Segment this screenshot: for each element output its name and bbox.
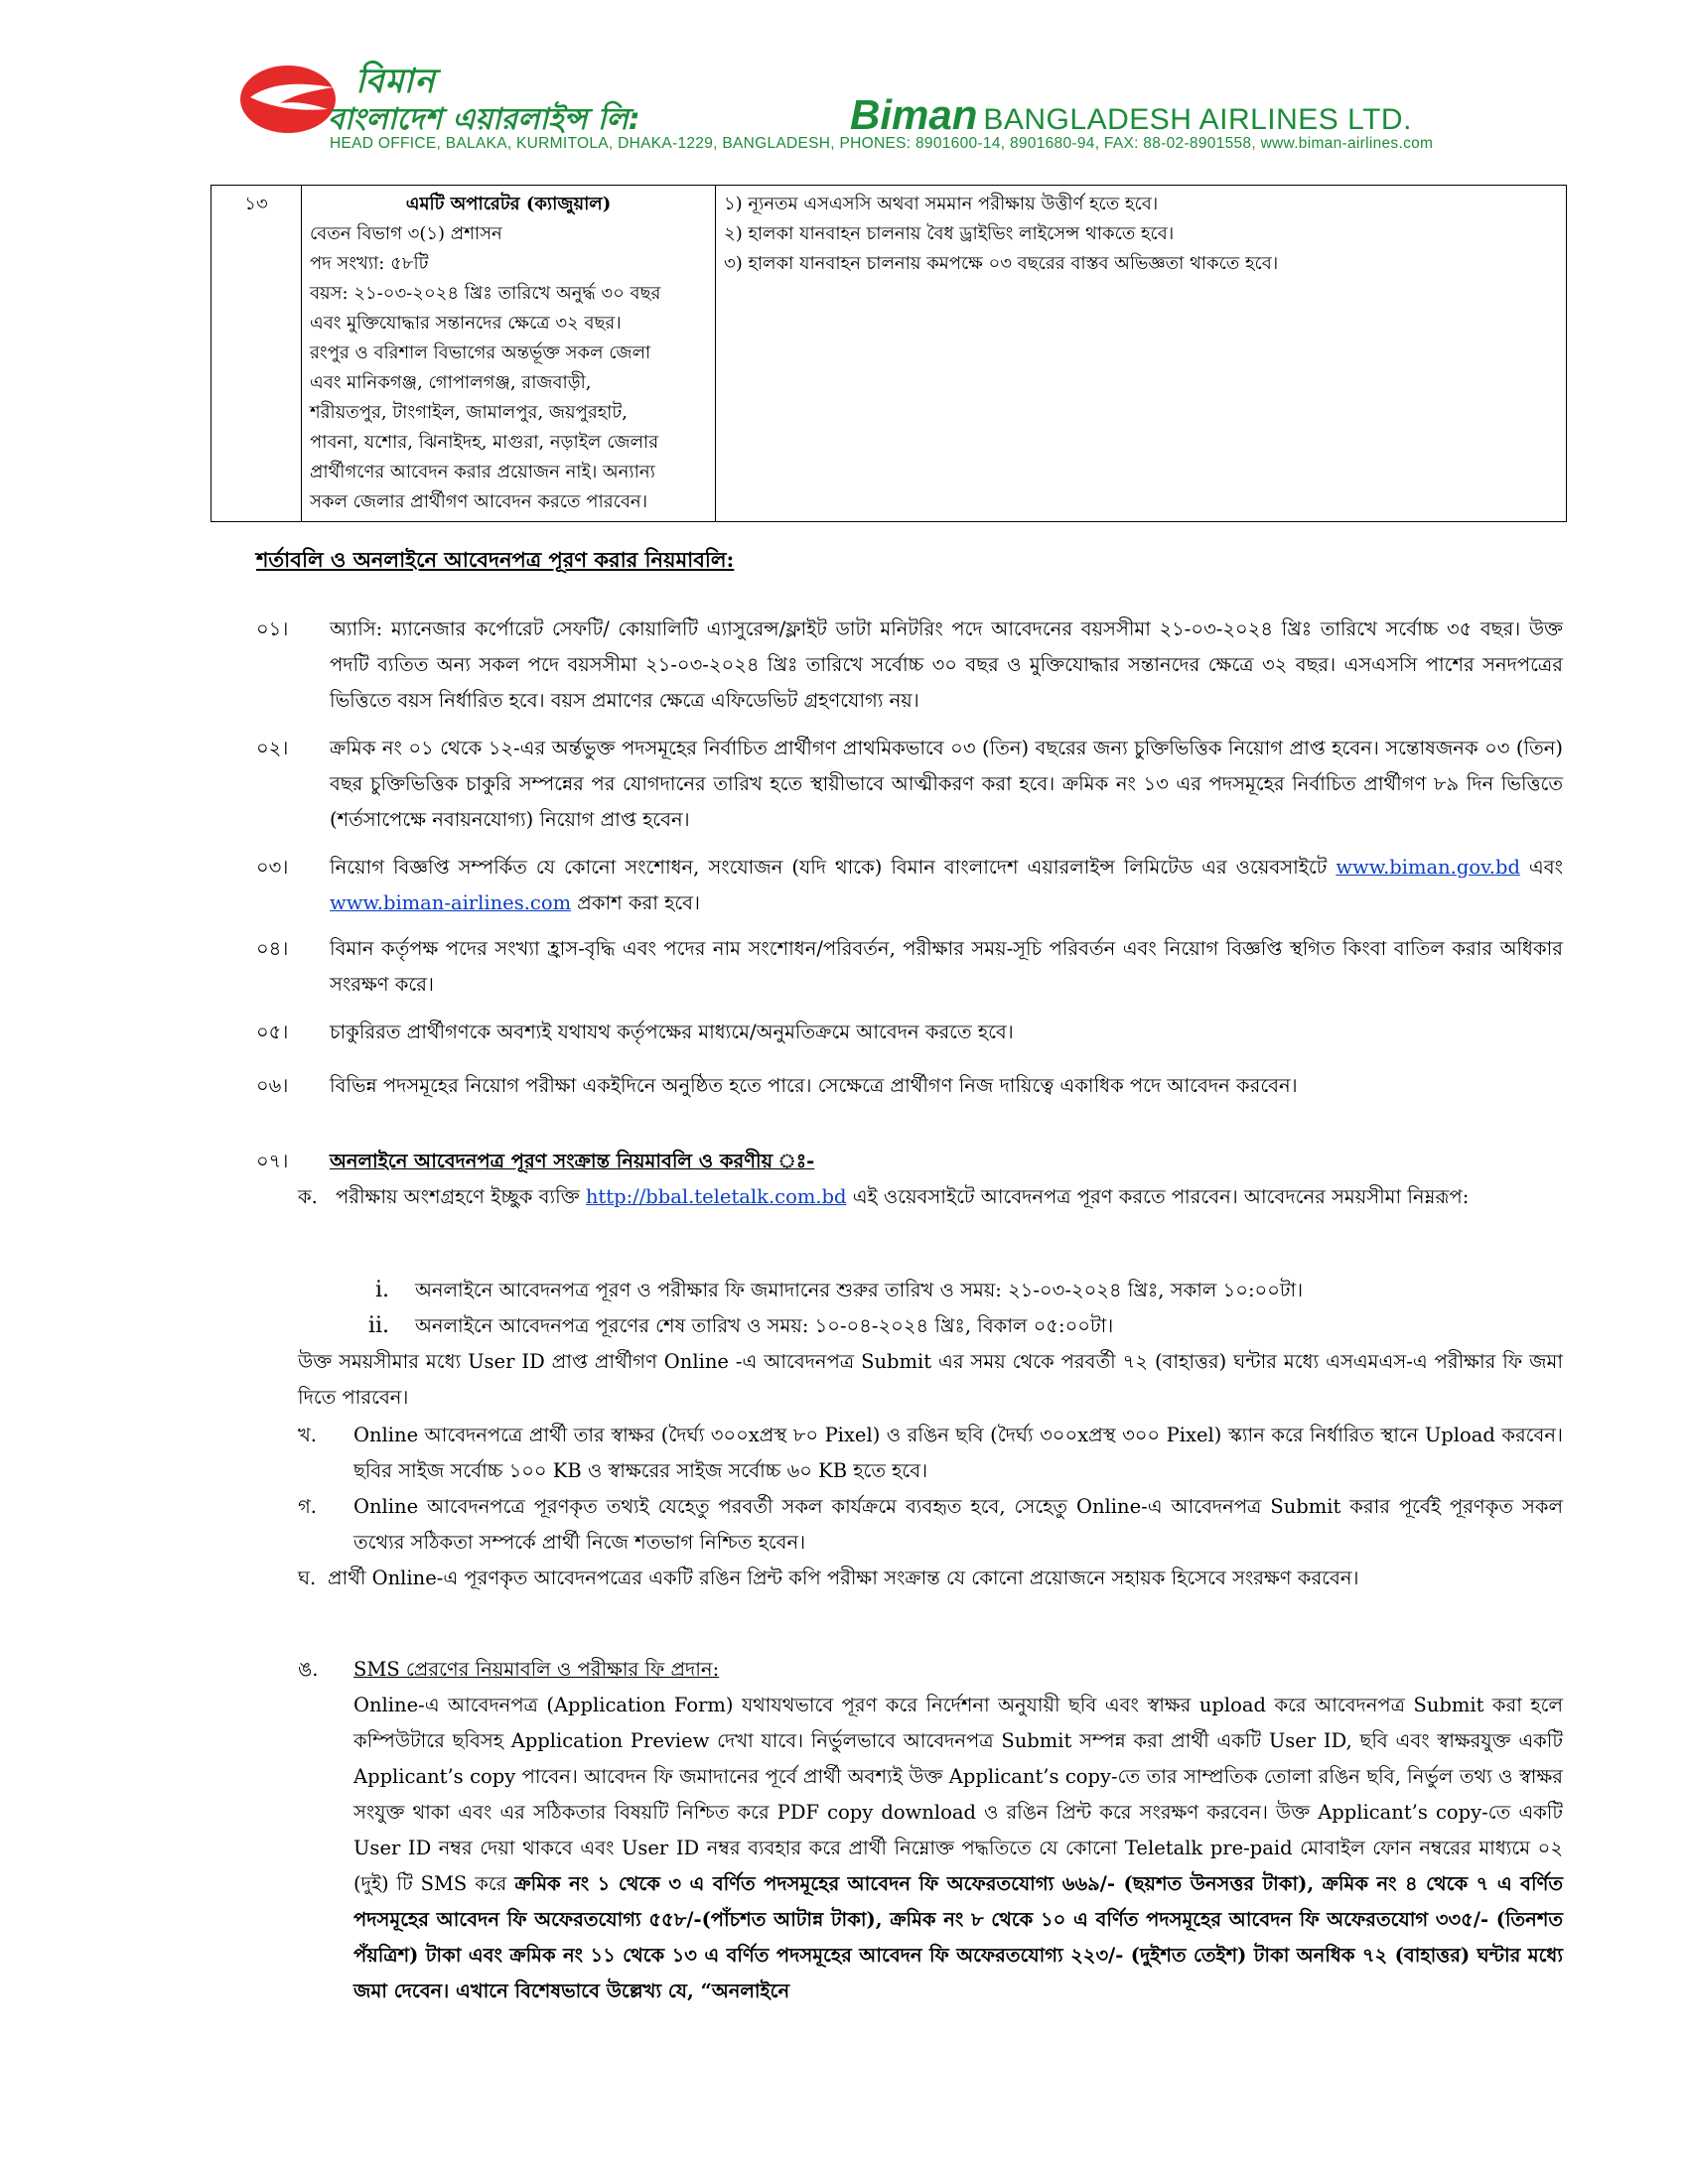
item-text-part: নিয়োগ বিজ্ঞপ্তি সম্পর্কিত যে কোনো সংশোধন, সংযোজন (যদি থাকে) বিমান বাংলাদেশ এয়ারলাইন্স লিমিটেড এর ওয়েবসাইটে: [330, 856, 1328, 879]
list-item: [256, 1068, 1563, 1104]
list-item: [256, 731, 1563, 838]
item-number: ০২।: [256, 737, 289, 759]
roman-text: অনলাইনে আবেদনপত্র পূরণের শেষ তারিখ ও সময়: ১০-০৪-২০২৪ খ্রিঃ, বিকাল ০৫:০০টা।: [415, 1314, 1114, 1337]
post-detail-line: শরীয়তপুর, টাংগাইল, জামালপুর, জয়পুরহাট,: [310, 402, 628, 423]
post-detail-line: এবং মানিকগঞ্জ, গোপালগঞ্জ, রাজবাড়ী,: [310, 372, 592, 393]
conditions-heading: শর্তাবলি ও অনলাইনে আবেদনপত্র পূরণ করার নিয়মাবলি:: [256, 547, 735, 572]
post-title: এমটি অপারেটর (ক্যাজুয়াল): [405, 194, 612, 214]
sub-text: Online আবেদনপত্রে পূরণকৃত তথ্যই যেহেতু পরবর্তী সকল কার্যক্রমে ব্যবহৃত হবে, সেহেতু Online-এ আবেদনপত্র Submit করার পূর্বেই পূরণকৃত সকল তথ্যের সঠিকতা সম্পর্কে প্রার্থী নিজে শতভাগ নিশ্চিত হবেন।: [353, 1495, 1563, 1554]
post-detail-line: পদ সংখ্যা: ৫৮টি: [310, 253, 429, 274]
brand-bangla-line2: বাংলাদেশ এয়ারলাইন্স লি:: [328, 102, 640, 137]
roman-text: অনলাইনে আবেদনপত্র পূরণ ও পরীক্ষার ফি জমাদানের শুরুর তারিখ ও সময়: ২১-০৩-২০২৪ খ্রিঃ, সকাল ১০:০০টা।: [415, 1279, 1304, 1301]
sub-label: ক.: [298, 1185, 318, 1208]
brand-english: [850, 91, 1412, 139]
serial-cell: ১৩: [211, 186, 302, 522]
item-text: চাকুরিরত প্রার্থীগণকে অবশ্যই যথাযথ কর্তৃপক্ষের মাধ্যমে/অনুমতিক্রমে আবেদন করতে হবে।: [330, 1021, 1014, 1043]
requirement-line: ১) ন্যূনতম এসএসসি অথবা সমমান পরীক্ষায় উত্তীর্ণ হতে হবে।: [724, 194, 1159, 214]
post-detail-line: বয়স: ২১-০৩-২০২৪ খ্রিঃ তারিখে অনুর্দ্ধ ৩০ বছর: [310, 283, 661, 304]
list-item: [256, 850, 1563, 921]
sub-item-ka: [298, 1179, 1563, 1215]
sub-text: Online আবেদনপত্রে প্রার্থী তার স্বাক্ষর (দৈর্ঘ্য ৩০০xপ্রস্থ ৮০ Pixel) ও রঙিন ছবি (দৈর্ঘ্য ৩০০xপ্রস্থ ৩০০ Pixel) স্ক্যান করে নির্ধারিত স্থানে Upload করবেন। ছবির সাইজ সর্বোচ্চ ১০০ KB ও স্বাক্ষরের সাইজ সর্বোচ্চ ৬০ KB হতে হবে।: [353, 1424, 1563, 1482]
item-number: ০৩।: [256, 856, 289, 879]
sub-item-gha: [298, 1561, 1563, 1596]
item-text-part: এবং: [1528, 856, 1564, 879]
item-number: ০১।: [256, 617, 289, 640]
post-table: [211, 185, 1567, 522]
item-number: ০৭।: [256, 1150, 289, 1172]
item-text: ক্রমিক নং ০১ থেকে ১২-এর অর্ন্তভুক্ত পদসমূহের নির্বাচিত প্রার্থীগণ প্রাথমিকভাবে ০৩ (তিন) বছরের জন্য চুক্তিভিত্তিক নিয়োগ প্রাপ্ত হবেন। সন্তোষজনক ০৩ (তিন) বছর চুক্তিভিত্তিক চাকুরি সম্পন্নের পর যোগদানের তারিখ হতে স্থায়ীভাবে আত্মীকরণ করা হবে। ক্রমিক নং ১৩ এর পদসমূহের নির্বাচিত প্রার্থীগণ ৮৯ দিন ভিত্তিতে (শর্তসাপেক্ষে নবায়নযোগ্য) নিয়োগ প্রাপ্ত হবেন।: [330, 737, 1563, 831]
sub-label: ঙ.: [298, 1658, 319, 1681]
letterhead: [236, 56, 1517, 155]
item-number: ০৪।: [256, 937, 289, 960]
sub-text-part: এই ওয়েবসাইটে আবেদনপত্র পূরণ করতে পারবেন। আবেদনের সময়সীমা নিম্নরূপ:: [852, 1185, 1470, 1208]
item-number: ০৫।: [256, 1021, 289, 1043]
post-details-cell: [302, 186, 716, 522]
roman-label: ii.: [367, 1313, 389, 1338]
list-item: [256, 1144, 1563, 1179]
sms-text-plain: Online-এ আবেদনপত্র (Application Form) যথাযথভাবে পূরণ করে নির্দেশনা অনুযায়ী ছবি এবং স্বাক্ষর upload করে আবেদনপত্র Submit করা হলে কম্পিউটারে ছবিসহ Application Preview দেখা যাবে। নির্ভুলভাবে আবেদনপত্র Submit সম্পন্ন করা প্রার্থী একটি User ID, ছবি এবং স্বাক্ষরযুক্ত একটি Applicant’s copy পাবেন। আবেদন ফি জমাদানের পূর্বে প্রার্থী অবশ্যই উক্ত Applicant’s copy-তে তার সাম্প্রতিক তোলা রঙিন ছবি, নির্ভুল তথ্য ও স্বাক্ষর সংযুক্ত থাকা এবং এর সঠিকতার বিষয়টি নিশ্চিত করে PDF copy download ও রঙিন প্রিন্ট করে সংরক্ষণ করবেন। উক্ত Applicant’s copy-তে একটি User ID নম্বর দেয়া থাকবে এবং User ID নম্বর ব্যবহার করে প্রার্থী নিম্নোক্ত পদ্ধতিতে যে কোনো Teletalk pre-paid মোবাইল ফোন নম্বরের মাধ্যমে ০২ (দুই) টি SMS করে: [353, 1694, 1563, 1895]
post-detail-line: পাবনা, যশোর, ঝিনাইদহ, মাগুরা, নড়াইল জেলার: [310, 432, 659, 453]
item-text: বিভিন্ন পদসমূহের নিয়োগ পরীক্ষা একইদিনে অনুষ্ঠিত হতে পারে। সেক্ষেত্রে প্রার্থীগণ নিজ দায়িত্বে একাধিক পদে আবেদন করবেন।: [330, 1074, 1298, 1097]
requirement-line: ৩) হালকা যানবাহন চালনায় কমপক্ষে ০৩ বছরের বাস্তব অভিজ্ঞতা থাকতে হবে।: [724, 253, 1279, 274]
item-text-part: প্রকাশ করা হবে।: [577, 891, 700, 914]
sub-item-kha: [298, 1418, 1563, 1489]
sub-text: [353, 1652, 1563, 2009]
post-detail-line: প্রার্থীগণের আবেদন করার প্রয়োজন নাই। অন্যান্য: [310, 462, 655, 482]
requirement-line: ২) হালকা যানবাহন চালনায় বৈধ ড্রাইভিং লাইসেন্স থাকতে হবে।: [724, 223, 1175, 244]
list-item: [256, 1015, 1563, 1050]
brand-english-rest: BANGLADESH AIRLINES LTD.: [983, 103, 1412, 136]
list-item: [256, 612, 1563, 719]
post-detail-line: সকল জেলার প্রার্থীগণ আবেদন করতে পারবেন।: [310, 491, 648, 512]
sub-label: ঘ.: [298, 1567, 317, 1589]
sub-label: খ.: [298, 1424, 318, 1446]
item-text: অ্যাসি: ম্যানেজার কর্পোরেট সেফটি/ কোয়ালিটি এ্যাসুরেন্স/ফ্লাইট ডাটা মনিটরিং পদে আবেদনের বয়সসীমা ২১-০৩-২০২৪ খ্রিঃ তারিখে সর্বোচ্চ ৩৫ বছর। উক্ত পদটি ব্যতিত অন্য সকল পদে বয়সসীমা ২১-০৩-২০২৪ খ্রিঃ তারিখে সর্বোচ্চ ৩০ বছর ও মুক্তিযোদ্ধার সন্তানদের ক্ষেত্রে ৩২ বছর। এসএসসি পাশের সনদপত্রের ভিত্তিতে বয়স নির্ধারিত হবে। বয়স প্রমাণের ক্ষেত্রে এফিডেভিট গ্রহণযোগ্য নয়।: [330, 617, 1563, 712]
sms-heading: SMS প্রেরণের নিয়মাবলি ও পরীক্ষার ফি প্রদান:: [353, 1658, 720, 1681]
sub-text-part: পরীক্ষায় অংশগ্রহণে ইচ্ছুক ব্যক্তি: [336, 1185, 580, 1208]
item-text: বিমান কর্তৃপক্ষ পদের সংখ্যা হ্রাস-বৃদ্ধি এবং পদের নাম সংশোধন/পরিবর্তন, পরীক্ষার সময়-সূচি পরিবর্তন এবং নিয়োগ বিজ্ঞপ্তি স্থগিত কিংবা বাতিল করার অধিকার সংরক্ষণ করে।: [330, 937, 1563, 996]
sub-text: প্রার্থী Online-এ পূরণকৃত আবেদনপত্রের একটি রঙিন প্রিন্ট কপি পরীক্ষা সংক্রান্ত যে কোনো প্রয়োজনে সহায়ক হিসেবে সংরক্ষণ করবেন।: [328, 1567, 1359, 1589]
item-number: ০৬।: [256, 1074, 289, 1097]
item-text: [330, 850, 1563, 921]
post-detail-line: এবং মুক্তিযোদ্ধার সন্তানদের ক্ষেত্রে ৩২ বছর।: [310, 313, 622, 334]
sub-item-uma: [298, 1652, 1563, 2009]
brand-english-bold: Biman: [850, 91, 978, 138]
head-office-address: HEAD OFFICE, BALAKA, KURMITOLA, DHAKA-1229, BANGLADESH, PHONES: 8901600-14, 8901680-94, FAX: 88-02-8901558, www.biman-airlines.com: [330, 135, 1434, 152]
roman-item: [348, 1273, 1303, 1308]
teletalk-link[interactable]: http://bbal.teletalk.com.bd: [585, 1185, 847, 1208]
sub-text: [336, 1179, 1563, 1215]
table-row: [211, 186, 1567, 522]
biman-gov-link[interactable]: www.biman.gov.bd: [1336, 856, 1520, 879]
requirements-cell: [716, 186, 1567, 522]
sms-paragraph: [353, 1688, 1563, 2009]
roman-item: [348, 1308, 1113, 1344]
post-detail-line: বেতন বিভাগ ৩(১) প্রশাসন: [310, 223, 502, 244]
sub-item-ga: [298, 1489, 1563, 1561]
list-item: [256, 931, 1563, 1003]
post-detail-line: রংপুর ও বরিশাল বিভাগের অন্তর্ভূক্ত সকল জেলা: [310, 342, 651, 363]
sms-text-bold: ক্রমিক নং ১ থেকে ৩ এ বর্ণিত পদসমূহের আবেদন ফি অফেরতযোগ্য ৬৬৯/- (ছয়শত উনসত্তর টাকা), ক্রমিক নং ৪ থেকে ৭ এ বর্ণিত পদসমূহের আবেদন ফি অফেরতযোগ্য ৫৫৮/-(পাঁচশত আটান্ন টাকা), ক্রমিক নং ৮ থেকে ১০ এ বর্ণিত পদসমূহের আবেদন ফি অফেরতযোগ ৩৩৫/- (তিনশত পঁয়ত্রিশ) টাকা এবং ক্রমিক নং ১১ থেকে ১৩ এ বর্ণিত পদসমূহের আবেদন ফি অফেরতযোগ্য ২২৩/- (দুইশত তেইশ) টাকা অনধিক ৭২ (বাহাত্তর) ঘন্টার মধ্যে জমা দেবেন। এখানে বিশেষভাবে উল্লেখ্য যে, “অনলাইনে: [353, 1872, 1563, 2002]
sub-label: গ.: [298, 1495, 317, 1518]
after-roman-text: উক্ত সময়সীমার মধ্যে User ID প্রাপ্ত প্রার্থীগণ Online -এ আবেদনপত্র Submit এর সময় থেকে পরবর্তী ৭২ (বাহাত্তর) ঘন্টার মধ্যে এসএমএস-এ পরীক্ষার ফি জমা দিতে পারবেন।: [298, 1350, 1563, 1409]
brand-bangla-line1: বিমান: [355, 62, 436, 101]
biman-airlines-link[interactable]: www.biman-airlines.com: [330, 891, 572, 914]
item-heading: অনলাইনে আবেদনপত্র পূরণ সংক্রান্ত নিয়মাবলি ও করণীয় ঃ-: [330, 1150, 815, 1172]
roman-label: i.: [374, 1278, 389, 1302]
